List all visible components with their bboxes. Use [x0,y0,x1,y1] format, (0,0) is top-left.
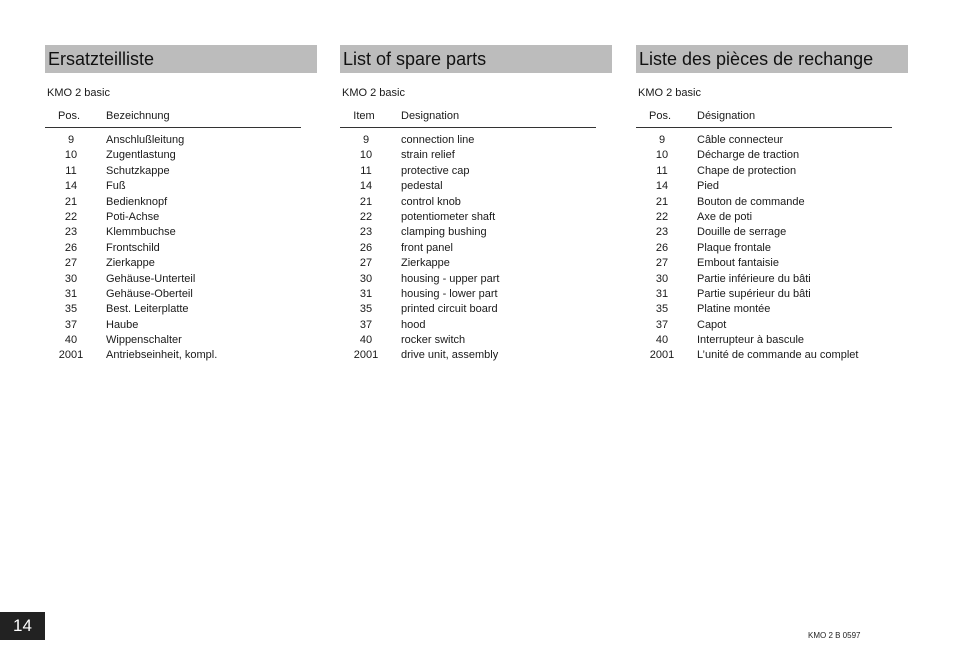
part-position: 23 [655,226,669,239]
desc-header: Bezeichnung [106,110,170,122]
part-designation: Haube [106,318,139,331]
table-row [340,164,612,179]
part-position: 2001 [649,349,675,362]
part-position: 11 [360,164,372,177]
column-title: Ersatzteilliste [45,45,317,73]
part-position: 21 [359,195,373,208]
part-designation: Gehäuse-Oberteil [106,287,193,300]
parts-list-french [636,45,908,364]
part-designation: clamping bushing [401,226,487,239]
part-designation: Chape de protection [697,164,797,177]
table-row [636,210,908,225]
part-position: 27 [359,257,373,270]
pos-header: Pos. [57,110,80,122]
table-row [636,148,908,163]
part-designation: Antriebseinheit, kompl. [106,349,218,362]
table-row [45,318,317,333]
table-row [45,256,317,271]
table-row [45,225,317,240]
table-row [636,348,908,363]
part-designation: Plaque frontale [697,241,771,254]
part-designation: Capot [697,318,727,331]
part-designation: Gehäuse-Unterteil [106,272,196,285]
part-position: 30 [655,272,669,285]
part-designation: protective cap [401,164,470,177]
parts-rows [45,133,317,364]
part-position: 10 [359,149,373,162]
part-designation: control knob [401,195,461,208]
part-position: 37 [655,318,669,331]
part-designation: Schutzkappe [106,164,170,177]
part-position: 30 [64,272,78,285]
part-designation: Décharge de traction [697,149,800,162]
part-position: 23 [64,226,78,239]
part-designation: Frontschild [106,241,160,254]
table-row [45,179,317,194]
part-designation: Platine montée [697,303,771,316]
part-designation: Bedienknopf [106,195,168,208]
part-designation: connection line [401,134,475,146]
table-header [340,110,596,128]
table-row [45,348,317,363]
parts-list-german [45,45,317,364]
table-row [340,179,612,194]
part-position: 26 [359,241,373,254]
part-designation: Best. Leiterplatte [106,303,189,316]
part-position: 9 [67,134,75,146]
part-position: 37 [64,318,78,331]
table-row [636,256,908,271]
table-row [636,133,908,148]
part-position: 31 [655,287,669,300]
part-designation: Douille de serrage [697,226,787,239]
part-position: 40 [359,334,373,347]
part-designation: Câble connecteur [697,134,784,146]
part-position: 35 [359,303,373,316]
document-code: KMO 2 B 0597 [808,631,861,640]
table-row [340,318,612,333]
table-row [340,148,612,163]
table-row [45,210,317,225]
part-position: 10 [64,149,78,162]
part-designation: pedestal [401,180,443,193]
table-row [636,287,908,302]
column-title: Liste des pièces de rechange [636,45,908,73]
part-position: 14 [64,180,78,193]
desc-header: Designation [401,110,460,122]
part-designation: Poti-Achse [106,210,160,223]
table-row [636,164,908,179]
part-position: 26 [655,241,669,254]
part-designation: Interrupteur à bascule [697,334,805,347]
table-header [45,110,301,128]
part-position: 31 [64,287,78,300]
part-position: 10 [655,149,669,162]
table-row [45,272,317,287]
model-name: KMO 2 basic [342,87,405,99]
part-designation: hood [401,318,426,331]
part-designation: Zierkappe [401,257,450,270]
part-position: 21 [64,195,78,208]
table-row [340,256,612,271]
parts-rows [340,133,612,364]
table-row [636,302,908,317]
part-designation: potentiometer shaft [401,210,496,223]
part-position: 23 [359,226,373,239]
table-row [340,210,612,225]
part-position: 31 [359,287,373,300]
table-row [340,348,612,363]
column-title: List of spare parts [340,45,612,73]
page-number: 14 [0,612,45,640]
part-designation: housing - upper part [401,272,500,285]
table-row [45,287,317,302]
part-designation: Zugentlastung [106,149,176,162]
table-row [636,225,908,240]
table-row [636,318,908,333]
part-designation: Wippenschalter [106,334,182,347]
part-position: 14 [655,180,669,193]
part-position: 9 [362,134,370,146]
part-designation: L’unité de commande au complet [697,349,859,362]
table-row [340,133,612,148]
part-designation: rocker switch [401,334,466,347]
part-designation: Fuß [106,180,126,193]
part-designation: printed circuit board [401,303,498,316]
part-position: 22 [655,210,669,223]
part-designation: Axe de poti [697,210,753,223]
part-designation: Anschlußleitung [106,134,185,146]
table-row [340,302,612,317]
table-row [45,333,317,348]
table-row [636,333,908,348]
part-position: 11 [656,164,668,177]
table-row [340,225,612,240]
part-position: 14 [359,180,373,193]
table-row [45,195,317,210]
pos-header: Pos. [648,110,671,122]
part-position: 35 [655,303,669,316]
table-row [45,302,317,317]
part-designation: front panel [401,241,453,254]
part-position: 27 [64,257,78,270]
table-row [45,133,317,148]
table-row [636,195,908,210]
part-designation: Zierkappe [106,257,155,270]
pos-header: Item [353,110,375,122]
part-position: 2001 [353,349,379,362]
table-row [340,272,612,287]
part-position: 22 [64,210,78,223]
part-designation: Klemmbuchse [106,226,176,239]
part-position: 40 [64,334,78,347]
part-position: 40 [655,334,669,347]
part-position: 9 [658,134,666,146]
part-position: 35 [64,303,78,316]
part-designation: housing - lower part [401,287,498,300]
table-row [340,333,612,348]
table-row [45,148,317,163]
part-position: 22 [359,210,373,223]
table-row [45,164,317,179]
part-position: 21 [655,195,669,208]
table-row [45,241,317,256]
part-position: 30 [359,272,373,285]
model-name: KMO 2 basic [47,87,110,99]
part-position: 37 [359,318,373,331]
part-designation: Partie supérieur du bâti [697,287,811,300]
table-row [636,241,908,256]
table-header [636,110,892,128]
part-position: 26 [64,241,78,254]
part-designation: drive unit, assembly [401,349,499,362]
table-row [340,241,612,256]
parts-rows [636,133,908,364]
part-designation: strain relief [401,149,455,162]
model-name: KMO 2 basic [638,87,701,99]
desc-header: Désignation [697,110,756,122]
part-position: 11 [65,164,77,177]
table-row [340,287,612,302]
table-row [636,179,908,194]
table-row [636,272,908,287]
part-designation: Partie inférieure du bâti [697,272,811,285]
part-designation: Bouton de commande [697,195,805,208]
part-designation: Embout fantaisie [697,257,779,270]
part-position: 27 [655,257,669,270]
part-designation: Pied [697,180,720,193]
table-row [340,195,612,210]
part-position: 2001 [58,349,84,362]
parts-list-english [340,45,612,364]
